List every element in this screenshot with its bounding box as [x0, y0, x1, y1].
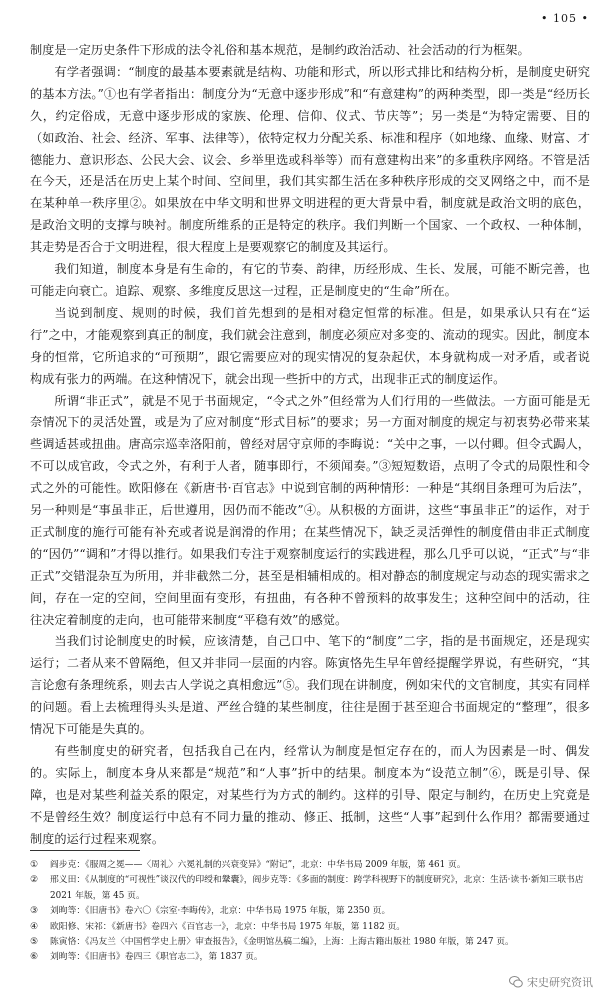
footnote [30, 920, 590, 935]
footnote [30, 904, 590, 919]
paragraph: 有些制度史的研究者，包括我自己在内，经常认为制度是恒定存在的，而人为因素是一时、偶发的。实际上，制度本身从来都是“规范”和“人事”折中的结果。制度本为“设范立制”⑥，既是引导、保障，也是对某些利益关系的限定，对某些行为方式的制约。这样的引导、限定与制约，在历史上究竟是不是曾经生效？制度运行中总有不同力量的推动、修正、抵制，这些“人事”起到什么作用？都需要通过制度的运行过程来观察。 [30, 744, 590, 846]
paragraph: 我们知道，制度本身是有生命的，有它的节奏、韵律，历经形成、生长、发展，可能不断完善，也可能走向衰亡。追踪、观察、多维度反思这一过程，正是制度史的“生命”所在。 [30, 262, 590, 298]
footnote-mark: ① [30, 860, 38, 870]
footnote-mark: ⑤ [30, 937, 38, 948]
footnote-mark: ③ [30, 906, 38, 917]
paragraph: 制度是一定历史条件下形成的法令礼俗和基本规范，是制约政治活动、社会活动的行为框架。 [30, 43, 530, 57]
watermark [509, 974, 593, 990]
footnote-mark: ⑥ [30, 952, 38, 963]
page-number: • 105 • [541, 12, 589, 25]
footnote-text: 邢义田：《从制度的“可视性”谈汉代的印绶和鞶囊》，阎步克等：《多面的制度：跨学科视野下的制度研究》，北京：生活·读书·新知三联书店 2021 年版，第 45 页。 [50, 875, 584, 901]
wechat-icon [509, 976, 523, 988]
watermark-text: 宋史研究资讯 [527, 976, 593, 989]
footnote-divider [30, 850, 140, 851]
footnote-mark: ④ [30, 921, 38, 932]
footnote-text: 刘昫等：《旧唐书》卷四三《职官志二》，第 1837 页。 [50, 952, 263, 963]
footnote [30, 858, 590, 873]
body-text [30, 40, 590, 851]
footnote-text: 阎步克：《服周之冕——〈周礼〉六冕礼制的兴衰变异》“附记”，北京：中华书局 2009 年版，第 461 页。 [50, 860, 466, 870]
footnote-text: 陈寅恪：《冯友兰〈中国哲学史上册〉审查报告》，《金明馆丛稿二编》，上海：上海古籍出版社 1980 年版，第 247 页。 [50, 937, 514, 948]
paragraph: 当我们讨论制度史的时候，应该清楚，自己口中、笔下的“制度”二字，指的是书面规定，还是现实运行；二者从来不曾隔绝，但又并非同一层面的内容。陈寅恪先生早年曾经提醒学界说，有些研究，“其言论愈有条理统系，则去古人学说之真相愈远”⑤。我们现在讲制度，例如宋代的文官制度，其实有同样的问题。看上去梳理得头头是道、严丝合缝的某些制度，往往是囿于甚至迎合书面规定的“整理”，很多情况下可能是失真的。 [30, 634, 590, 737]
footnote [30, 950, 590, 965]
paragraph: 有学者强调：“制度的最基本要素就是结构、功能和形式，所以形式排比和结构分析，是制度史研究的基本方法。”①也有学者指出：制度分为“无意中逐步形成”和“有意建构”的两种类型，即一类是“经历长久，约定俗成，无意中逐步形成的家族、伦理、信仰、仪式、节庆等”；另一类是“为特定需要、目的（如政治、社会、经济、军事、法律等），依特定权力分配关系、标准和程序（如地缘、血缘、财富、才德能力、意识形态、公民大会、议会、乡举里选或科举等）而有意建构出来”的多重秩序网络。不管是活在今天，还是活在历史上某个时间、空间里，我们其实都生活在多种秩序形成的交叉网络之中，而不是在某种单一秩序里②。如果放在中华文明和世界文明进程的更大背景中看，制度就是政治文明的底色，是政治文明的支撑与映衬。制度所维系的正是特定的秩序。我们判断一个国家、一个政权、一种体制，其走势是否合于文明进程，很大程度上是要观察它的制度及其运行。 [30, 64, 590, 255]
footnote-mark: ② [30, 875, 38, 886]
paragraph: 当说到制度、规则的时候，我们首先想到的是相对稳定恒常的标准。但是，如果承认只有在“运行”之中，才能观察到真正的制度，我们就会注意到，制度必须应对多变的、流动的现实。因此，制度本身的恒常，它所追求的“可预期”，跟它需要应对的现实情况的复杂起伏，本身就构成一对矛盾，或者说构成有张力的两端。在这种情况下，就会出现一些折中的方式，出现非正式的制度运作。 [30, 305, 590, 386]
footnotes [30, 858, 590, 966]
footnote [30, 873, 590, 904]
paragraph: 所谓“非正式”，就是不见于书面规定，“令式之外”但经常为人们行用的一些做法。一方面可能是无奈情况下的灵活处置，或是为了应对制度“形式目标”的要求；另一方面对制度的规定与初衷势必带来某些调适甚或扭曲。唐高宗巡幸洛阳前，曾经对居守京师的李晦说：“关中之事，一以付卿。但令式跼人，不可以成官政，令式之外，有利于人者，随事即行，不须闻奏。”③短短数语，点明了令式的局限性和令式之外的可能性。欧阳修在《新唐书·百官志》中说到官制的两种情形：一种是“其纲目条理可为后法”，另一种则是“事虽非正，后世遵用，因仍而不能改”④。从积极的方面讲，这些“事虽非正”的运作，对于正式制度的施行可能有补充或者说是润滑的作用；在某些情况下，缺乏灵活弹性的制度借由非正式制度的“因仍”“调和”才得以推行。如果我们专注于观察制度运行的实践进程，那么几乎可以说，“正式”与“非正式”交错混杂互为所用，并非截然二分，甚至是相辅相成的。相对静态的制度规定与动态的现实需求之间，存在一定的空间，空间里面有变形，有扭曲，有各种不曾预料的故事发生；这种空间中的活动，往往决定着制度的走向，也可能带来制度“平稳有效”的感觉。 [30, 393, 590, 627]
footnote [30, 935, 590, 950]
footnote-text: 欧阳修、宋祁：《新唐书》卷四六《百官志一》，北京：中华书局 1975 年版，第 1182 页。 [50, 921, 406, 932]
footnote-text: 刘昫等：《旧唐书》卷六〇《宗室·李晦传》，北京：中华书局 1975 年版，第 2350 页。 [50, 906, 391, 917]
